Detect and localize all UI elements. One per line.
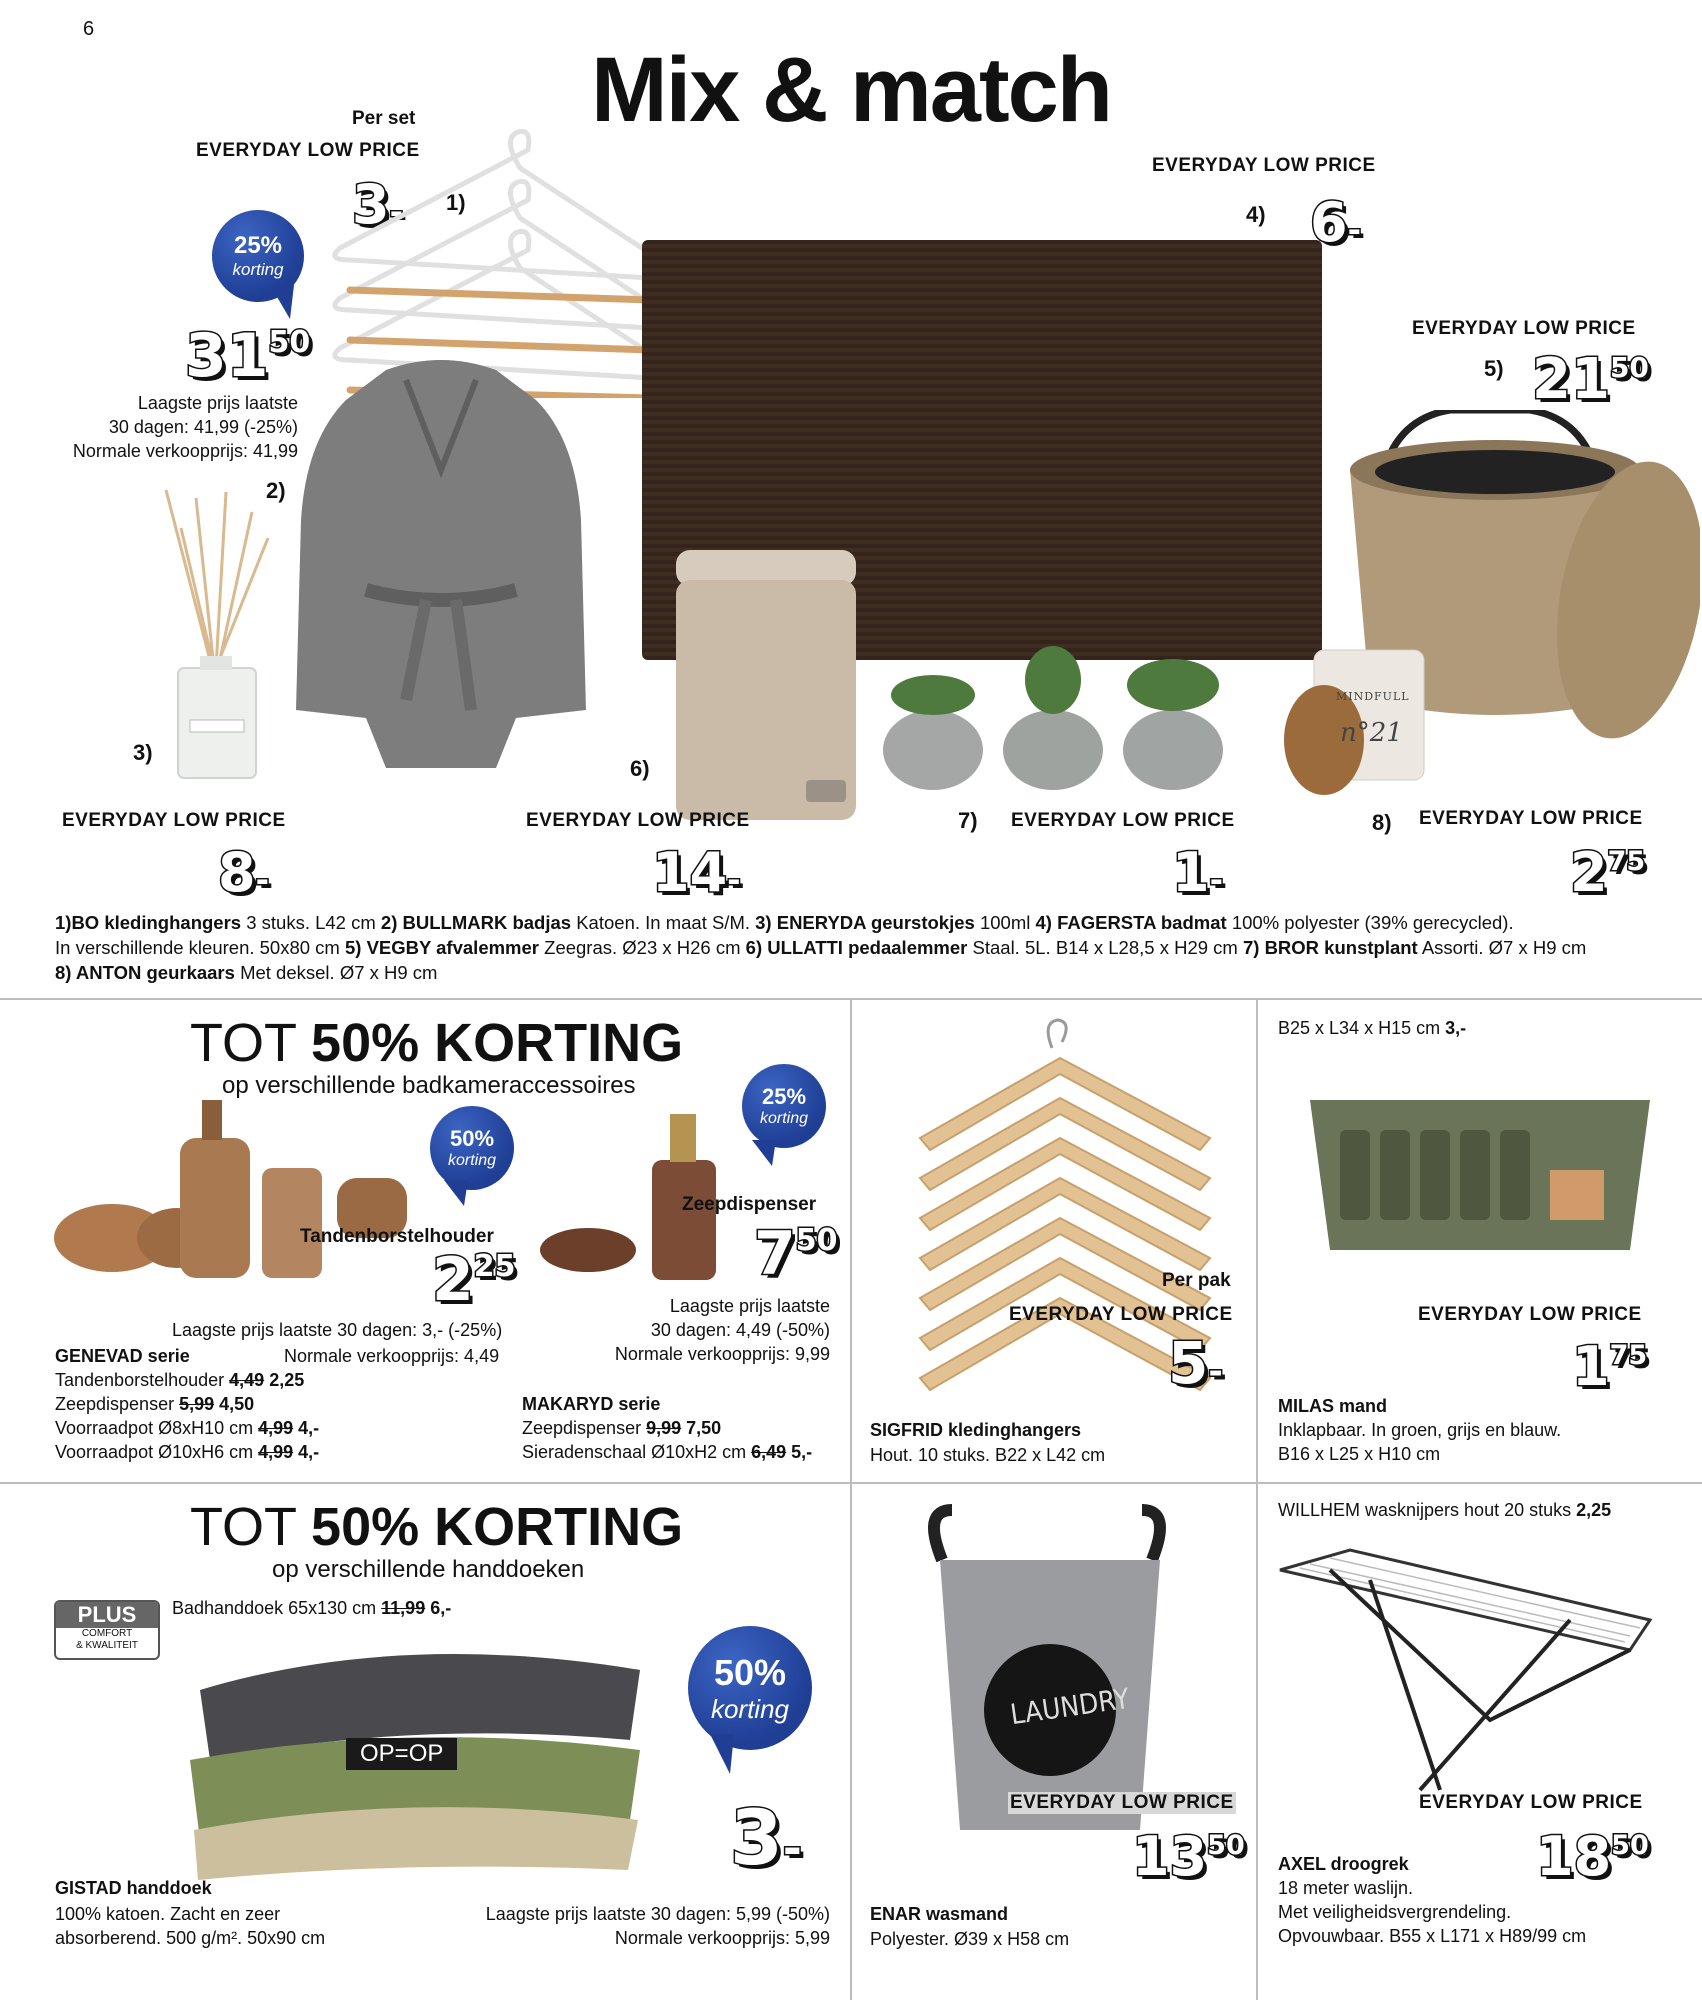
new-price: 4,-	[293, 1418, 320, 1438]
milas-name: MILAS mand	[1278, 1396, 1388, 1416]
old-price: 9,99	[646, 1418, 682, 1438]
drying-rack-image	[1270, 1540, 1660, 1800]
makaryd-price-info	[520, 1294, 830, 1366]
zeep-price-main: 7	[754, 1219, 796, 1289]
korting-text: 50% KORTING	[311, 1013, 684, 1073]
description-line-3	[55, 960, 1655, 985]
candle-label-brand: MINDFULL	[1336, 690, 1410, 703]
gistad-desc-line: 100% katoen. Zacht en zeer	[55, 1904, 281, 1924]
plus-quality-logo	[54, 1600, 160, 1660]
gistad-desc	[55, 1902, 325, 1950]
makaryd-item-list	[522, 1392, 812, 1464]
toothbrush-holder-price	[432, 1245, 516, 1315]
enar-price-main: 13	[1132, 1825, 1208, 1888]
bathrobe-number: 2)	[266, 478, 286, 503]
hanger-price-value: 3	[352, 173, 390, 236]
sticks-elp-label: EVERYDAY LOW PRICE	[62, 810, 286, 831]
product-text: Katoen. In maat S/M.	[571, 912, 756, 933]
basket-elp-label: EVERYDAY LOW PRICE	[1412, 318, 1636, 339]
makaryd-name: MAKARYD serie	[522, 1394, 661, 1414]
description-line-1	[55, 910, 1655, 935]
sigfrid-desc: Hout. 10 stuks. B22 x L42 cm	[870, 1445, 1106, 1465]
product-text: Staal. 5L. B14 x L28,5 x H29 cm	[967, 937, 1243, 958]
axel-desc-line: 18 meter waslijn.	[1278, 1878, 1414, 1898]
new-price: 5,-	[786, 1442, 813, 1462]
item-name: Zeepdispenser	[55, 1394, 180, 1414]
tot-text: TOT	[190, 1497, 312, 1557]
genevad-item	[55, 1440, 319, 1464]
badge-word: korting	[710, 1693, 790, 1724]
gistad-info-line: Laagste prijs laatste 30 dagen: 5,99 (-50%)	[485, 1904, 830, 1924]
basket-price	[1532, 347, 1649, 412]
candle-number: 8)	[1372, 810, 1392, 835]
laundry-basket-image	[920, 1500, 1180, 1840]
bathrobe-info-line: Laagste prijs laatste	[137, 393, 298, 413]
product-text: In verschillende kleuren. 50x80 cm	[55, 937, 345, 958]
makaryd-info-line: Normale verkoopprijs: 9,99	[614, 1344, 830, 1364]
discount-badge-50-towel	[688, 1626, 812, 1750]
product-text: 100ml	[974, 912, 1036, 933]
zeepdispenser-label: Zeepdispenser	[682, 1194, 817, 1215]
product-text: 100% polyester (39% gerecycled).	[1226, 912, 1514, 933]
product-text: Assorti. Ø7 x H9 cm	[1417, 937, 1587, 958]
genevad-products-image	[52, 1098, 492, 1288]
product-name: 4) FAGERSTA badmat	[1035, 912, 1227, 933]
page-title: Mix & match	[591, 39, 1111, 141]
bathrobe-info-line: 30 dagen: 41,99 (-25%)	[108, 417, 298, 437]
bin-number: 6)	[630, 756, 650, 781]
bin-price-value: 14	[652, 841, 728, 904]
makaryd-item	[522, 1440, 812, 1464]
genevad-normal-price: Normale verkoopprijs: 4,49	[284, 1346, 500, 1366]
enar-price-cents: 50	[1207, 1830, 1245, 1862]
gistad-info-line: Normale verkoopprijs: 5,99	[614, 1928, 830, 1948]
badge-word: korting	[447, 1152, 497, 1169]
discount-badge-25b	[742, 1064, 826, 1148]
product-name: 8) ANTON geurkaars	[55, 962, 235, 983]
bathrobe-price-cents: 50	[268, 325, 311, 361]
mat-price: 6-	[1310, 191, 1362, 254]
korting-text: 50% KORTING	[311, 1497, 684, 1557]
badge-percent: 25%	[233, 232, 283, 259]
product-name: 5) VEGBY afvalemmer	[344, 937, 539, 958]
product-name: 3) ENERYDA geurstokjes	[755, 912, 975, 933]
genevad-item	[55, 1416, 319, 1440]
product-text: Met deksel. Ø7 x H9 cm	[234, 962, 438, 983]
new-price: 7,50	[681, 1418, 722, 1438]
product-description-block	[55, 910, 1655, 985]
mat-price-value: 6	[1310, 191, 1348, 254]
plant-price: 1-	[1172, 841, 1224, 904]
mat-elp-label: EVERYDAY LOW PRICE	[1152, 155, 1376, 176]
plant-number: 7)	[958, 808, 978, 833]
new-price: 4,-	[293, 1442, 320, 1462]
enar-desc: Polyester. Ø39 x H58 cm	[870, 1929, 1070, 1949]
milas-price-cents: 75	[1609, 1340, 1648, 1372]
basket-number: 5)	[1484, 356, 1504, 381]
axel-price-cents: 50	[1611, 1830, 1649, 1862]
sigfrid-per-pak: Per pak	[1162, 1270, 1231, 1291]
basket-price-cents: 50	[1609, 351, 1649, 385]
milas-dims	[1278, 1016, 1466, 1040]
towel-korting-heading	[190, 1496, 683, 1558]
old-price: 4,99	[258, 1418, 294, 1438]
hanger-elp-label: EVERYDAY LOW PRICE	[196, 140, 420, 161]
sticks-number: 3)	[133, 740, 153, 765]
folding-crate-image	[1300, 1080, 1660, 1260]
reed-diffuser-image	[156, 488, 276, 788]
old-price: 6,49	[751, 1442, 787, 1462]
milas-price	[1572, 1335, 1648, 1398]
new-price: 2,25	[264, 1370, 305, 1390]
axel-desc-line: Met veiligheidsvergrendeling.	[1278, 1902, 1512, 1922]
sticks-price-value: 8	[218, 841, 256, 904]
gistad-desc-line: absorberend. 500 g/m². 50x90 cm	[55, 1928, 326, 1948]
gistad-name: GISTAD handdoek	[55, 1878, 212, 1898]
towel-price-value: 3	[730, 1793, 783, 1882]
plus-logo-sub: COMFORT	[81, 1628, 133, 1639]
enar-name: ENAR wasmand	[870, 1904, 1009, 1924]
old-price: 4,49	[229, 1370, 265, 1390]
product-name: 2) BULLMARK badjas	[380, 912, 572, 933]
makaryd-item	[522, 1416, 812, 1440]
badhanddoek-price	[172, 1596, 451, 1620]
item-name: Sieradenschaal Ø10xH2 cm	[522, 1442, 752, 1462]
bathrobe-price-main: 31	[185, 321, 269, 391]
item-name: Tandenborstelhouder	[55, 1370, 230, 1390]
description-line-2	[55, 935, 1655, 960]
willhem-price: 2,25	[1576, 1500, 1612, 1520]
bathrobe-price	[185, 321, 311, 391]
per-set-label: Per set	[352, 108, 416, 129]
candle-price-cents: 75	[1607, 846, 1646, 878]
item-name: Voorraadpot Ø8xH10 cm	[55, 1418, 259, 1438]
pedal-bin-image	[668, 540, 868, 830]
genevad-item-list	[55, 1368, 319, 1464]
candle-elp-label: EVERYDAY LOW PRICE	[1419, 808, 1643, 829]
product-name: 6) ULLATTI pedaalemmer	[745, 937, 968, 958]
makaryd-info-line: Laagste prijs laatste	[669, 1296, 830, 1316]
milas-elp-label: EVERYDAY LOW PRICE	[1418, 1304, 1642, 1325]
laundry-print: LAUNDRY	[1008, 1681, 1132, 1732]
product-name: 7) BROR kunstplant	[1242, 937, 1418, 958]
artificial-plants-image	[873, 640, 1233, 790]
plant-elp-label: EVERYDAY LOW PRICE	[1011, 810, 1235, 831]
candle-price	[1570, 841, 1646, 904]
new-price: 4,50	[214, 1394, 255, 1414]
dims-text: B25 x L34 x H15 cm	[1278, 1018, 1446, 1038]
willhem-text: WILLHEM wasknijpers hout 20 stuks	[1278, 1500, 1577, 1520]
old-price: 11,99	[381, 1598, 426, 1618]
willhem-line	[1278, 1498, 1611, 1522]
milas-desc-line: B16 x L25 x H10 cm	[1278, 1444, 1441, 1464]
candle-label-number: n°21	[1340, 718, 1403, 748]
product-name: 1)BO kledinghangers	[55, 912, 242, 933]
tot-text: TOT	[190, 1013, 312, 1073]
genevad-item	[55, 1392, 319, 1416]
plus-logo-sub: & KWALITEIT	[76, 1640, 138, 1651]
axel-elp-label: EVERYDAY LOW PRICE	[1419, 1792, 1643, 1813]
makaryd-info-line: 30 dagen: 4,49 (-50%)	[650, 1320, 830, 1340]
sigfrid-name: SIGFRID kledinghangers	[870, 1420, 1082, 1440]
mat-number: 4)	[1246, 202, 1266, 227]
product-text: 3 stuks. L42 cm	[241, 912, 381, 933]
towel-subheading: op verschillende handdoeken	[272, 1556, 585, 1583]
toothbrush-holder-label: Tandenborstelhouder	[300, 1226, 494, 1247]
new-price: 6,-	[425, 1598, 452, 1618]
bathrobe-info-line: Normale verkoopprijs: 41,99	[72, 441, 298, 461]
towel-price: 3-	[730, 1793, 802, 1882]
badge-percent: 50%	[713, 1651, 787, 1693]
wire-hangers-image	[330, 128, 690, 398]
hanger-price: 3-	[352, 173, 404, 236]
bath-korting-heading	[190, 1012, 683, 1074]
sigfrid-price-value: 5	[1168, 1329, 1209, 1397]
milas-info	[1278, 1394, 1561, 1466]
zeepdispenser-price	[754, 1219, 838, 1289]
bin-price: 14-	[652, 841, 741, 904]
sticks-price: 8-	[218, 841, 270, 904]
axel-name: AXEL droogrek	[1278, 1854, 1409, 1874]
op-op-label: OP=OP	[346, 1738, 457, 1770]
plus-logo-text: PLUS	[56, 1602, 158, 1628]
badge-word: korting	[232, 260, 284, 279]
axel-desc-line: Opvouwbaar. B55 x L171 x H89/99 cm	[1278, 1926, 1587, 1946]
dims-price: 3,-	[1445, 1018, 1467, 1038]
bathrobe-price-info	[0, 391, 298, 463]
genevad-item	[55, 1368, 319, 1392]
bin-elp-label: EVERYDAY LOW PRICE	[526, 810, 750, 831]
page-number: 6	[83, 18, 95, 40]
milas-desc-line: Inklapbaar. In groen, grijs en blauw.	[1278, 1420, 1562, 1440]
hanger-number: 1)	[446, 190, 466, 215]
bath-subheading: op verschillende badkameraccessoires	[222, 1072, 636, 1099]
plant-price-value: 1	[1172, 841, 1210, 904]
genevad-name: GENEVAD serie	[55, 1346, 190, 1366]
gistad-price-info	[420, 1902, 830, 1950]
sigfrid-elp-label: EVERYDAY LOW PRICE	[1009, 1304, 1233, 1325]
product-text: Zeegras. Ø23 x H26 cm	[539, 937, 746, 958]
sigfrid-price: 5-	[1168, 1329, 1223, 1397]
enar-price	[1132, 1825, 1245, 1888]
genevad-lowest-price: Laagste prijs laatste 30 dagen: 3,- (-25%)	[172, 1320, 503, 1340]
basket-price-main: 21	[1532, 347, 1610, 412]
axel-info	[1278, 1852, 1586, 1948]
badge-percent: 25%	[761, 1084, 807, 1109]
badge-percent: 50%	[449, 1126, 495, 1151]
enar-elp-label: EVERYDAY LOW PRICE	[1010, 1792, 1234, 1813]
bad-text: Badhanddoek 65x130 cm	[172, 1598, 382, 1618]
old-price: 4,99	[258, 1442, 294, 1462]
milas-price-main: 1	[1572, 1335, 1610, 1398]
tbh-price-main: 2	[432, 1245, 474, 1315]
zeep-price-cents: 50	[795, 1223, 838, 1259]
item-name: Zeepdispenser	[522, 1418, 647, 1438]
column-divider	[1256, 998, 1258, 2000]
item-name: Voorraadpot Ø10xH6 cm	[55, 1442, 259, 1462]
axel-price-main: 18	[1536, 1825, 1612, 1888]
candle-price-main: 2	[1570, 841, 1608, 904]
old-price: 5,99	[179, 1394, 215, 1414]
bathrobe-image	[296, 360, 586, 770]
column-divider	[850, 998, 852, 2000]
badge-word: korting	[759, 1110, 809, 1127]
tbh-price-cents: 25	[473, 1249, 516, 1285]
